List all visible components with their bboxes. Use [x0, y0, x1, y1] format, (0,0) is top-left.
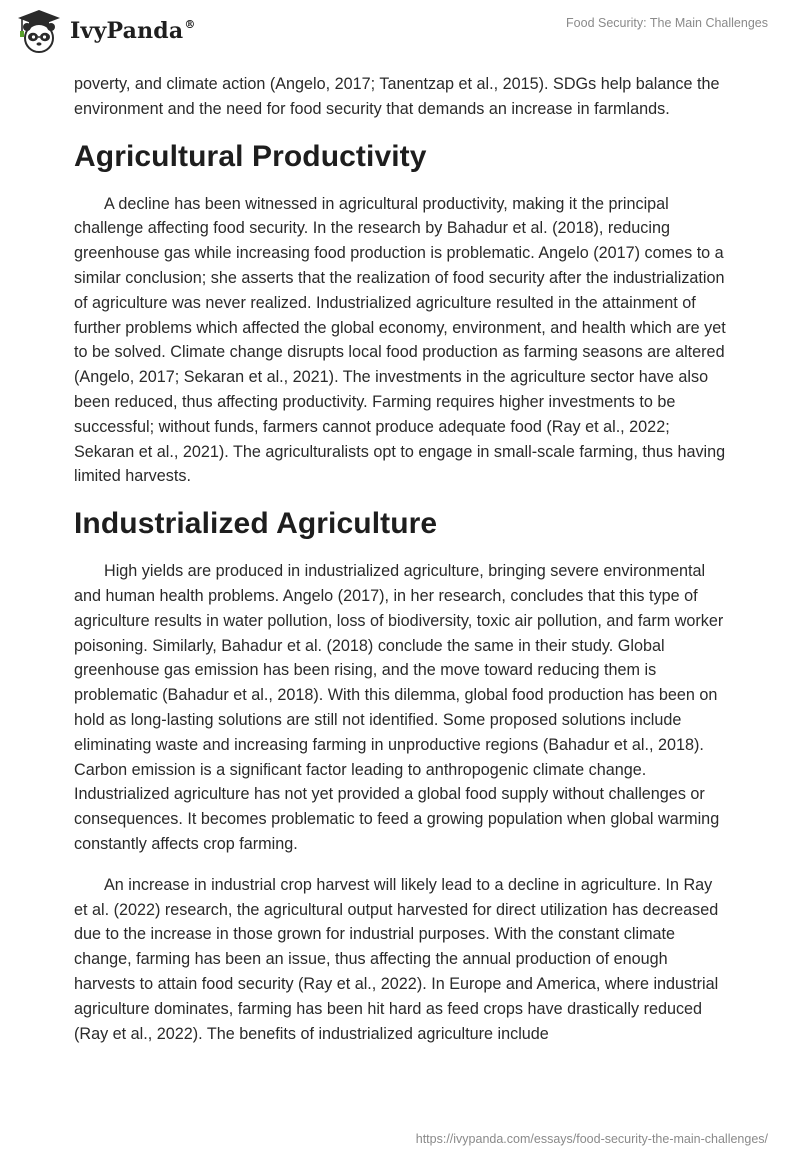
intro-paragraph: poverty, and climate action (Angelo, 2017; Tanentzap et al., 2015). SDGs help balance the environment and the need for food security that demands an increase in farmlands.	[74, 75, 720, 118]
body-paragraph: A decline has been witnessed in agricultural productivity, making it the principal challenge affecting food security. In the research by Bahadur et al. (2018), reducing greenhouse gas while increasing food production is problematic. Angelo (2017) comes to a similar conclusion; she asserts that the realization of food security after the industrialization of agriculture was never realized. Industrialized agriculture resulted in the attainment of further problems which affected the global economy, environment, and health which are yet to be solved. Climate change disrupts local food production as farming seasons are altered (Angelo, 2017; Sekaran et al., 2021). The investments in the agriculture sector have also been reduced, thus affecting productivity. Farming requires higher investments to be successful; without funds, farmers cannot produce adequate food (Ray et al., 2022; Sekaran et al., 2021). The agriculturalists opt to engage in small-scale farming, thus having limited harvests.	[74, 194, 726, 486]
section-heading-industrialized-agriculture: Industrialized Agriculture	[74, 507, 438, 541]
panda-graduate-icon	[14, 8, 64, 54]
body-paragraph: An increase in industrial crop harvest will likely lead to a decline in agriculture. In Ray et al. (2022) research, the agricultural output harvested for direct utilization has decreased due to the increase in those grown for industrial purposes. With the constant climate change, farming has been an issue, thus affecting the annual production of enough harvests to attain food security (Ray et al., 2022). In Europe and America, where industrial agriculture dominates, farming has been hit hard as feed crops have drastically reduced (Ray et al., 2022). The benefits of industrialized agriculture include	[74, 875, 719, 1043]
registered-mark: ®	[184, 18, 196, 31]
logo-wordmark: IvyPanda	[70, 18, 184, 44]
article-body	[74, 72, 728, 1062]
ivypanda-logo[interactable]	[14, 8, 196, 54]
page-header	[0, 0, 800, 70]
section-heading-agricultural-productivity: Agricultural Productivity	[74, 139, 427, 173]
body-paragraph: High yields are produced in industrialized agriculture, bringing severe environmental and human health problems. Angelo (2017), in her research, concludes that this type of agriculture results in water pollution, loss of biodiversity, toxic air pollution, and farm worker poisoning. Similarly, Bahadur et al. (2018) conclude the same in their study. Global greenhouse gas emission has been rising, and the move toward reducing them is problematic (Bahadur et al., 2018). With this dilemma, global food production has been on hold as long-lasting solutions are still not identified. Some proposed solutions include eliminating waste and increasing farming in unproductive regions (Bahadur et al., 2018). Carbon emission is a significant factor leading to anthropogenic climate change. Industrialized agriculture has not yet provided a global food supply without challenges or consequences. It becomes problematic to feed a growing population when global warming constantly affects crop farming.	[74, 562, 724, 853]
source-url-link[interactable]: https://ivypanda.com/essays/food-security-the-main-challenges/	[415, 1132, 768, 1146]
logo-text	[70, 18, 196, 44]
running-title: Food Security: The Main Challenges	[566, 16, 768, 30]
